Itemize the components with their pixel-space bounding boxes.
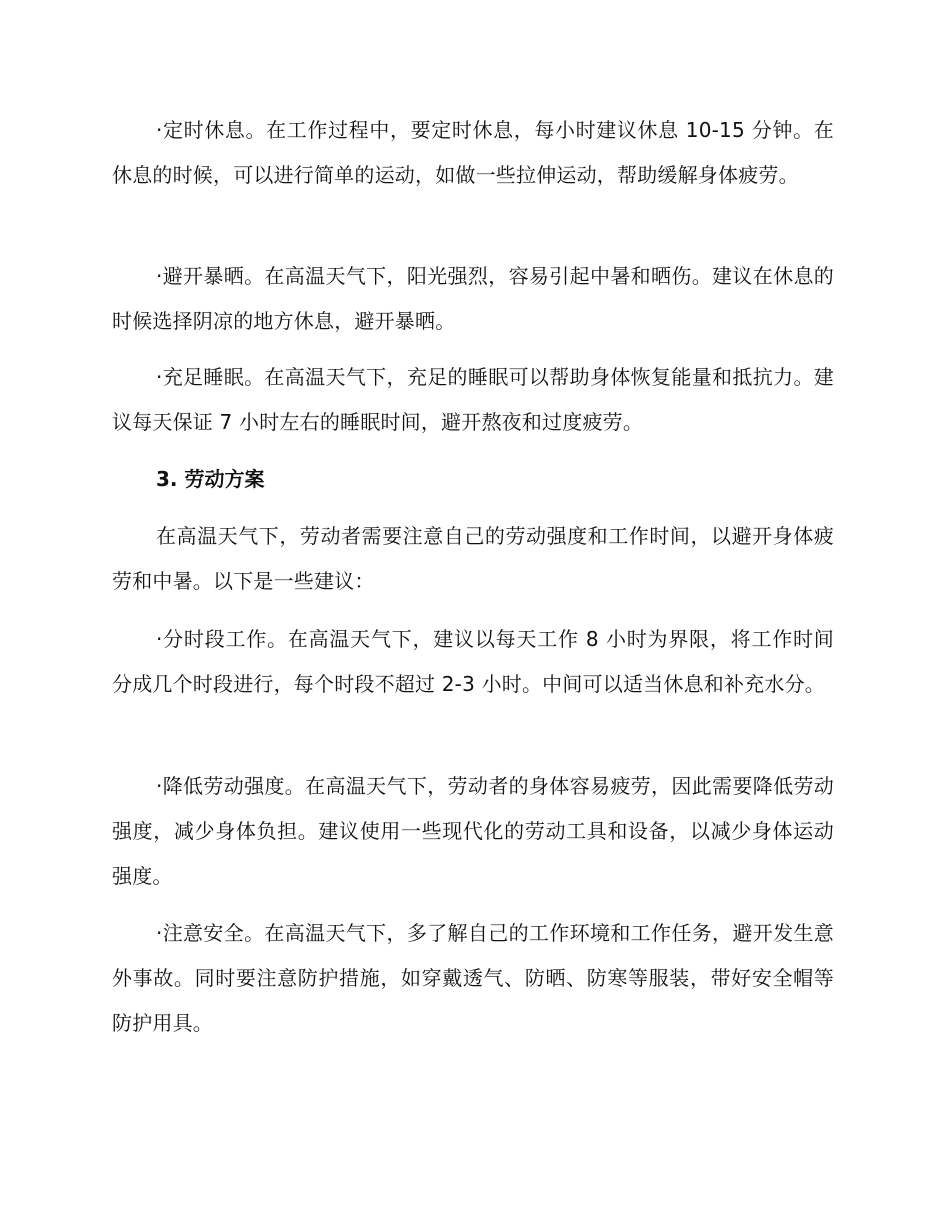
paragraph-shift-work: ·分时段工作。在高温天气下，建议以每天工作 8 小时为界限，将工作时间分成几个时段进行，每个时段不超过 2-3 小时。中间可以适当休息和补充水分。 (112, 627, 834, 696)
paragraph-safety: ·注意安全。在高温天气下，多了解自己的工作环境和工作任务，避开发生意外事故。同时要注意防护措施，如穿戴透气、防晒、防寒等服装，带好安全帽等防护用具。 (112, 921, 834, 1035)
paragraph-sleep: ·充足睡眠。在高温天气下，充足的睡眠可以帮助身体恢复能量和抵抗力。建议每天保证 7 小时左右的睡眠时间，避开熬夜和过度疲劳。 (112, 365, 834, 434)
paragraph-avoid-sun: ·避开暴晒。在高温天气下，阳光强烈，容易引起中暑和晒伤。建议在休息的时候选择阴凉的地方休息，避开暴晒。 (112, 264, 834, 333)
section-heading: 3. 劳动方案 (156, 467, 265, 491)
paragraph-labor-intro: 在高温天气下，劳动者需要注意自己的劳动强度和工作时间，以避开身体疲劳和中暑。以下是一些建议： (112, 524, 834, 593)
paragraph-rest-timing: ·定时休息。在工作过程中，要定时休息，每小时建议休息 10-15 分钟。在休息的时候，可以进行简单的运动，如做一些拉伸运动，帮助缓解身体疲劳。 (112, 118, 834, 187)
paragraph-reduce-intensity: ·降低劳动强度。在高温天气下，劳动者的身体容易疲劳，因此需要降低劳动强度，减少身体负担。建议使用一些现代化的劳动工具和设备，以减少身体运动强度。 (112, 774, 834, 888)
